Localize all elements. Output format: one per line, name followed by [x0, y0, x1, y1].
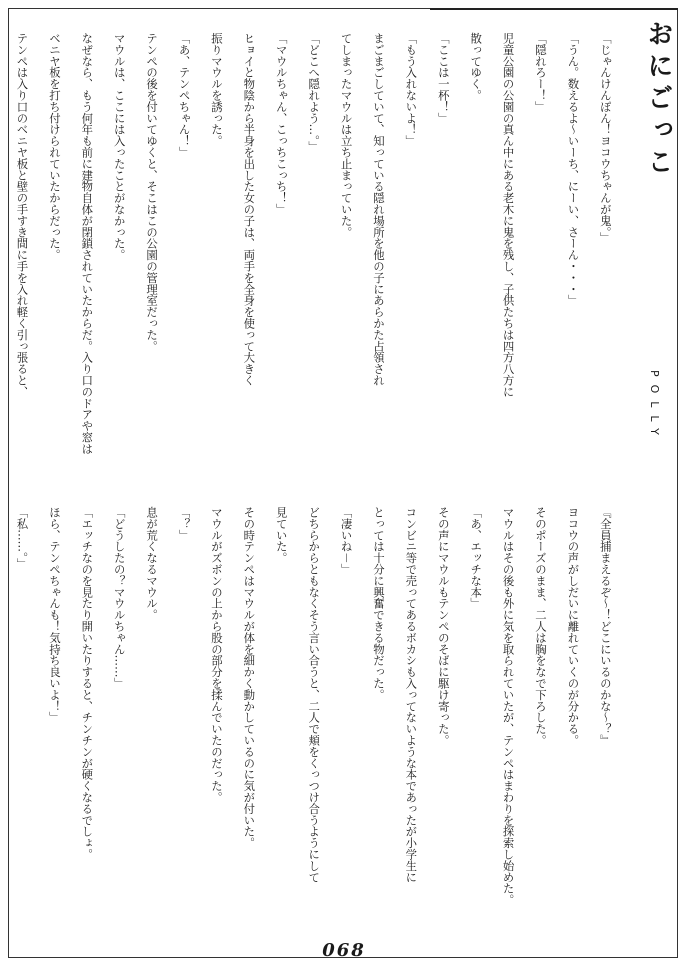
text-line: 「私……。」 [15, 506, 30, 570]
text-line: 「エッチなのを見たり開いたりすると、チンチンが硬くなるでしょ。 [80, 506, 95, 860]
text-line: その時テンペはマウルが体を細かく動かしているのに気が付いた。 [242, 506, 257, 849]
text-line: 「凄いね－」 [339, 506, 354, 575]
text-line: ヒョイと物陰から半身を出した女の子は、両手を全身を使って大きく [242, 32, 257, 386]
text-line: マウルは、ここには入ったことがなかった。 [112, 32, 127, 261]
text-line: 「どうしたの？マウルちゃん……」 [112, 506, 127, 689]
text-line: 「隠れろー！」 [533, 32, 548, 113]
text-line: どちらからともなくそう言い合うと、二人で頬をくっつけ合うようにして [307, 506, 322, 883]
text-line: とっては十分に興奮できる物だった。 [371, 506, 386, 701]
text-line: マウルがズボンの上から股の部分を揉んでいたのだった。 [209, 506, 224, 803]
text-line: なぜなら、もう何年も前に建物自体が閉鎖されていたからだ。入り口のドアや窓は [80, 32, 95, 455]
text-line: 息が荒くなるマウル。 [145, 506, 160, 621]
text-line: コンビニ等で売ってあるボカシも入ってないような本であったが小学生に [404, 506, 419, 883]
page-number: 068 [322, 940, 366, 961]
text-line: てしまったマウルは立ち止まっていた。 [339, 32, 354, 238]
text-line: 散ってゆく。 [469, 32, 484, 101]
bottom-text-block [15, 492, 630, 947]
text-line: 「マウルちゃん、こっちこっち！」 [274, 32, 289, 215]
text-line: マウルはその後も外に気を取られていたが、テンペはまわりを探索し始めた。 [501, 506, 516, 906]
text-line: 見ていた。 [274, 506, 289, 564]
text-line: 「どこへ隠れよう…。」 [307, 32, 322, 153]
text-line: 児童公園の公園の真ん中にある老木に鬼を残し、子供たちは四方八方に [501, 32, 516, 398]
header-rule [430, 8, 678, 10]
story-title: おにごっこ [643, 20, 673, 180]
text-line: 「うん。数えるよ～いーち、にーい、さーん・・・」 [566, 32, 581, 307]
author-name: POLLY [648, 370, 661, 443]
text-line: 『全員捕まえるぞ～！どこにいるのかな～？』 [598, 506, 613, 746]
text-line: 「ここは一杯！」 [436, 32, 451, 124]
text-line: 「あ、テンペちゃん！」 [177, 32, 192, 158]
text-line: その声にマウルもテンペのそばに駆け寄った。 [436, 506, 451, 746]
text-line: そのポーズのまま、二人は胸をなで下ろした。 [533, 506, 548, 746]
text-line: 振りマウルを誘った。 [209, 32, 224, 147]
text-line: ほら、テンペちゃんも！気持ち良いよ！」 [47, 506, 62, 724]
top-text-block [15, 18, 630, 473]
text-line: ヨコウの声がしだいに離れていくのが分かる。 [566, 506, 581, 746]
text-line: テンペの後を付いてゆくと、そこはこの公園の管理室だった。 [145, 32, 160, 352]
text-line: まごまごしていて、知っている隠れ場所を他の子にあらかた占領され [371, 32, 386, 386]
text-line: 「あ、エッチな本」 [469, 506, 484, 610]
text-line: 「じゃんけんぽん！ヨコウちゃんが鬼。」 [598, 32, 613, 244]
text-line: 「？」 [177, 506, 192, 541]
text-line: テンペは入り口のベニヤ板と壁の手すき間に手を入れ軽く引っ張ると、 [15, 32, 30, 398]
text-line: ベニヤ板を打ち付けられていたからだった。 [47, 32, 62, 261]
text-line: 「もう入れないよ！」 [404, 32, 419, 147]
